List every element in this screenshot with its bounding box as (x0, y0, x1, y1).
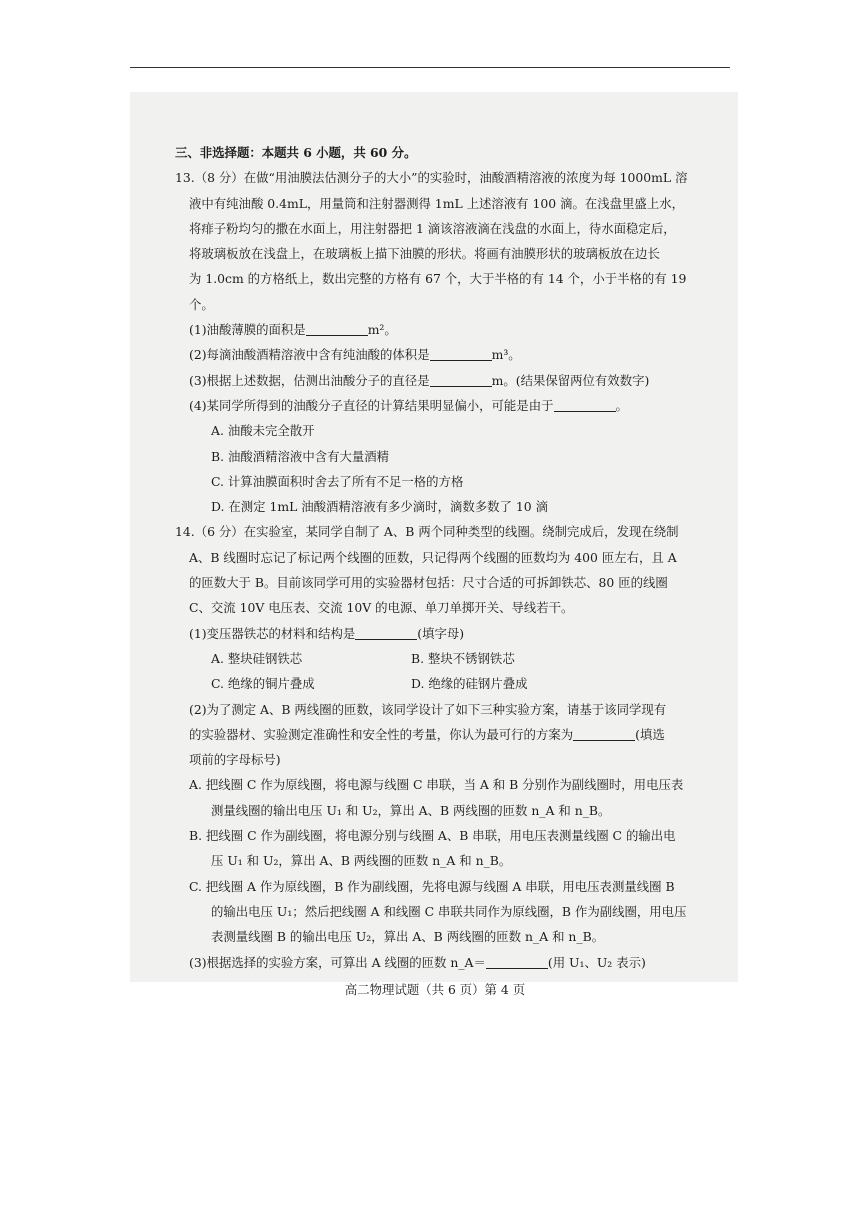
q13-part3: (3)根据上述数据，估测出油酸分子的直径是 m。(结果保留两位有效数字) (189, 372, 650, 388)
answer-blank[interactable] (355, 625, 417, 640)
q14-stem-line: C、交流 10V 电压表、交流 10V 的电源、单刀单掷开关、导线若干。 (189, 600, 574, 616)
q14-part2-line: (2)为了测定 A、B 两线圈的匝数，该同学设计了如下三种实验方案，请基于该同学现有 (189, 701, 667, 717)
answer-blank[interactable] (306, 321, 368, 336)
q14-part2-line: 的实验器材、实验测定准确性和安全性的考量，你认为最可行的方案为 (填选 (189, 726, 665, 742)
q13-stem-line: 个。 (189, 296, 214, 312)
q14-plan-c: C. 把线圈 A 作为原线圈，B 作为副线圈，先将电源与线圈 A 串联，用电压表测量线圈 B (189, 878, 675, 894)
q14-plan-b: B. 把线圈 C 作为副线圈，将电源分别与线圈 A、B 串联，用电压表测量线圈 C 的输出电 (189, 828, 676, 844)
q14-option-c: C. 绝缘的铜片叠成 (211, 676, 315, 692)
q13-stem-line: 将玻璃板放在浅盘上，在玻璃板上描下油膜的形状。将画有油膜形状的玻璃板放在边长 (189, 246, 660, 262)
q13-part2: (2)每滴油酸酒精溶液中含有纯油酸的体积是 m³。 (189, 347, 521, 363)
q14-part3: (3)根据选择的实验方案，可算出 A 线圈的匝数 n_A＝ (用 U₁、U₂ 表示) (189, 954, 646, 970)
q13-stem-line: 液中有纯油酸 0.4mL，用量筒和注射器测得 1mL 上述溶液有 100 滴。在浅盘里盛上水， (189, 195, 684, 211)
q13-option-a: A. 油酸未完全散开 (211, 423, 315, 439)
q13-option-c: C. 计算油膜面积时舍去了所有不足一格的方格 (211, 473, 464, 489)
q14-part1: (1)变压器铁芯的材料和结构是 (填字母) (189, 625, 465, 641)
answer-blank[interactable] (554, 397, 616, 412)
q14-plan-c-cont: 的输出电压 U₁；然后把线圈 A 和线圈 C 串联共同作为原线圈，B 作为副线圈，用电压 (211, 903, 687, 919)
q13-stem-line: 为 1.0cm 的方格纸上，数出完整的方格有 67 个，大于半格的有 14 个，小于半格的有 19 (189, 271, 687, 287)
q14-options-row (175, 646, 695, 671)
q14-options-row (175, 671, 695, 696)
q14-plan-b-cont: 压 U₁ 和 U₂，算出 A、B 两线圈的匝数 n_A 和 n_B。 (211, 853, 512, 869)
exam-content (175, 140, 695, 1002)
q13-option-b: B. 油酸酒精溶液中含有大量酒精 (211, 448, 390, 464)
page-footer: 高二物理试题（共 6 页）第 4 页 (344, 981, 526, 997)
answer-blank[interactable] (486, 954, 548, 969)
q14-stem-line: 14.（6 分）在实验室，某同学自制了 A、B 两个同种类型的线圈。绕制完成后，发现在绕制 (175, 524, 679, 540)
q13-part4: (4)某同学所得到的油酸分子直径的计算结果明显偏小，可能是由于 。 (189, 397, 628, 413)
question-13 (175, 165, 695, 519)
q14-part2-line: 项前的字母标号) (189, 752, 281, 768)
section-header: 三、非选择题：本题共 6 小题，共 60 分。 (175, 145, 417, 160)
header-rule (130, 67, 730, 68)
q14-option-a: A. 整块硅钢铁芯 (211, 650, 303, 666)
answer-blank[interactable] (430, 346, 492, 361)
q14-option-d: D. 绝缘的硅钢片叠成 (411, 676, 528, 692)
answer-blank[interactable] (430, 372, 492, 387)
q14-stem-line: A、B 线圈时忘记了标记两个线圈的匝数，只记得两个线圈的匝数均为 400 匝左右，且 A (189, 549, 677, 565)
question-14 (175, 519, 695, 974)
answer-blank[interactable] (573, 726, 635, 741)
q13-stem-line: 13.（8 分）在做“用油膜法估测分子的大小”的实验时，油酸酒精溶液的浓度为每 1000mL 溶 (175, 170, 688, 186)
q14-plan-a: A. 把线圈 C 作为原线圈，将电源与线圈 C 串联，当 A 和 B 分别作为副线圈时，用电压表 (189, 777, 684, 793)
q14-plan-a-cont: 测量线圈的输出电压 U₁ 和 U₂，算出 A、B 两线圈的匝数 n_A 和 n_B。 (211, 802, 611, 818)
q14-option-b: B. 整块不锈钢铁芯 (411, 650, 515, 666)
q13-part1: (1)油酸薄膜的面积是 m²。 (189, 322, 397, 338)
q13-stem-line: 将痱子粉均匀的撒在水面上，用注射器把 1 滴该溶液滴在浅盘的水面上，待水面稳定后， (189, 220, 676, 236)
q14-plan-c-cont: 表测量线圈 B 的输出电压 U₂，算出 A、B 两线圈的匝数 n_A 和 n_B。 (211, 929, 605, 945)
q14-stem-line: 的匝数大于 B。目前该同学可用的实验器材包括：尺寸合适的可拆卸铁芯、80 匝的线圈 (189, 575, 668, 591)
q13-option-d: D. 在测定 1mL 油酸酒精溶液有多少滴时，滴数多数了 10 滴 (211, 499, 548, 515)
